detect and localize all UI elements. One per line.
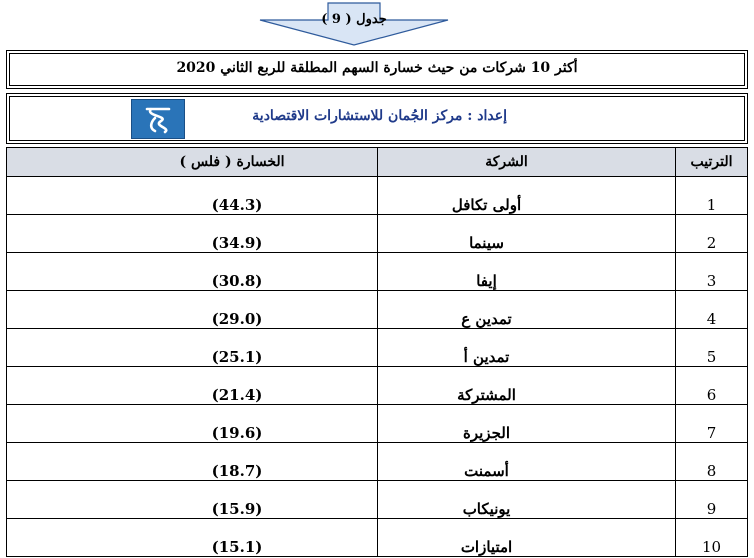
loss-cell: (30.8) xyxy=(7,253,378,291)
company-cell: امتيازات xyxy=(378,519,676,557)
loss-cell: (18.7) xyxy=(7,443,378,481)
table-row xyxy=(7,329,748,367)
loss-cell: (21.4) xyxy=(7,367,378,405)
loss-cell: (29.0) xyxy=(7,291,378,329)
rank-cell: 9 xyxy=(676,481,748,519)
loss-cell: (44.3) xyxy=(7,177,378,215)
loss-cell: (15.9) xyxy=(7,481,378,519)
table-row xyxy=(7,367,748,405)
table-row xyxy=(7,253,748,291)
company-cell: إيفا xyxy=(378,253,676,291)
rank-cell: 1 xyxy=(676,177,748,215)
rank-cell: 10 xyxy=(676,519,748,557)
table-row xyxy=(7,519,748,557)
table-row xyxy=(7,481,748,519)
aljuman-logo-icon xyxy=(131,99,185,139)
table-row xyxy=(7,177,748,215)
company-cell: المشتركة xyxy=(378,367,676,405)
table-row xyxy=(7,443,748,481)
table-header-row xyxy=(7,148,748,177)
company-cell: أسمنت xyxy=(378,443,676,481)
company-cell: أولى تكافل xyxy=(378,177,676,215)
header-company: الشركة xyxy=(378,148,676,177)
rank-cell: 8 xyxy=(676,443,748,481)
company-cell: تمدين أ xyxy=(378,329,676,367)
prepared-by: إعداد : مركز الجُمان للاستشارات الاقتصادية xyxy=(252,108,507,124)
loss-cell: (34.9) xyxy=(7,215,378,253)
rank-cell: 4 xyxy=(676,291,748,329)
table-row xyxy=(7,405,748,443)
company-cell: سينما xyxy=(378,215,676,253)
prepared-by-box xyxy=(6,93,748,144)
rank-cell: 7 xyxy=(676,405,748,443)
company-cell: الجزيرة xyxy=(378,405,676,443)
table-label: جدول ( 9 ) xyxy=(321,12,387,27)
rank-cell: 3 xyxy=(676,253,748,291)
table-row xyxy=(7,291,748,329)
rank-cell: 2 xyxy=(676,215,748,253)
rank-cell: 5 xyxy=(676,329,748,367)
loss-cell: (25.1) xyxy=(7,329,378,367)
company-cell: يونيكاب xyxy=(378,481,676,519)
page-title: أكثر 10 شركات من حيث خسارة السهم المطلقة للربع الثاني 2020 xyxy=(176,60,578,76)
title-box xyxy=(6,50,748,89)
loss-table xyxy=(6,147,748,557)
header-loss: الخسارة ( فلس ) xyxy=(7,148,378,177)
company-cell: تمدين ع xyxy=(378,291,676,329)
loss-cell: (15.1) xyxy=(7,519,378,557)
header-rank: الترتيب xyxy=(676,148,748,177)
table-label-arrow xyxy=(258,2,450,46)
rank-cell: 6 xyxy=(676,367,748,405)
loss-cell: (19.6) xyxy=(7,405,378,443)
table-row xyxy=(7,215,748,253)
